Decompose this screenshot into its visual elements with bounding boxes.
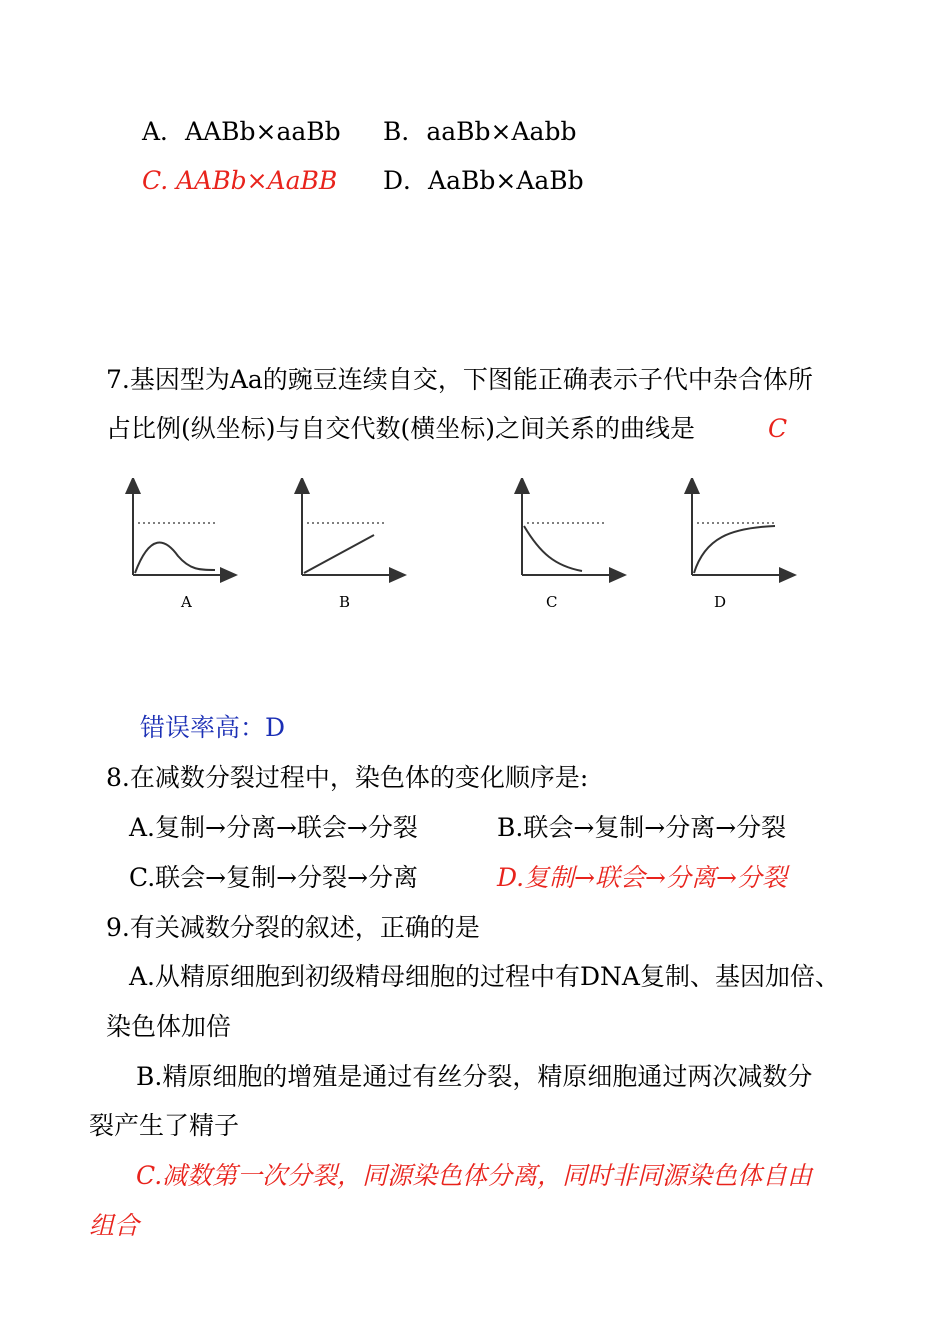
q7-graphs (0, 478, 950, 618)
q9-option-a-line-1: A.从精原细胞到初级精母细胞的过程中有DNA复制、基因加倍、 (129, 962, 840, 991)
q6-option-a: A．AABb×aaBb (142, 117, 341, 146)
q6-option-d: D．AaBb×AaBb (383, 166, 584, 195)
graph-c-label: C (546, 593, 558, 611)
q7-stem-line-1: 7.基因型为Aa的豌豆连续自交，下图能正确表示子代中杂合体所 (106, 365, 813, 394)
graph-b (302, 484, 399, 575)
q9-option-b-line-2: 裂产生了精子 (89, 1111, 240, 1140)
q9-option-c-answer-line-2: 组合 (89, 1211, 140, 1240)
q8-option-b: B.联会→复制→分离→分裂 (497, 813, 787, 842)
graph-a (133, 484, 230, 575)
q8-option-a: A.复制→分离→联会→分裂 (129, 813, 418, 842)
graph-d (692, 484, 789, 575)
q7-error-note: 错误率高：D (140, 713, 286, 742)
q9-option-c-answer-line-1: C.减数第一次分裂，同源染色体分离，同时非同源染色体自由 (136, 1161, 813, 1190)
graph-a-label: A (181, 593, 192, 611)
graph-b-label: B (339, 593, 351, 611)
q9-option-a-line-2: 染色体加倍 (106, 1012, 232, 1041)
graph-c (522, 484, 619, 575)
q8-stem: 8.在减数分裂过程中，染色体的变化顺序是: (106, 763, 589, 792)
q9-option-b-line-1: B.精原细胞的增殖是通过有丝分裂，精原细胞通过两次减数分 (136, 1062, 813, 1091)
q6-option-b: B．aaBb×Aabb (383, 117, 577, 146)
q8-option-d-answer: D.复制→联会→分离→分裂 (497, 863, 787, 892)
q7-stem-line-2: 占比例(纵坐标)与自交代数(横坐标)之间关系的曲线是 (106, 414, 696, 443)
q7-answer: C (768, 414, 788, 443)
q9-stem: 9.有关减数分裂的叙述，正确的是 (106, 913, 480, 942)
q8-option-c: C.联会→复制→分裂→分离 (129, 863, 419, 892)
graph-d-label: D (714, 593, 727, 611)
q6-option-c-answer: C. AABb×AaBB (142, 166, 338, 195)
